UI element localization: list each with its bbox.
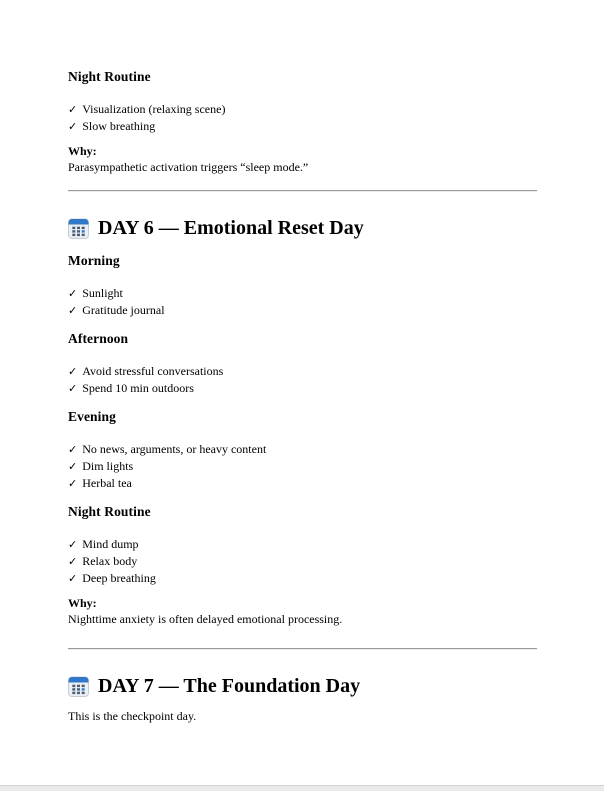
page-bottom-gap	[0, 785, 604, 791]
why-label: Why:	[68, 144, 97, 158]
checklist-item-label: Relax body	[82, 554, 138, 568]
checklist-item	[68, 380, 537, 397]
checklist-item	[68, 101, 537, 118]
checklist-item-label: Avoid stressful conversations	[82, 364, 224, 378]
check-icon: ✓	[68, 555, 78, 568]
checklist-item-label: Dim lights	[82, 459, 134, 473]
why-label: Why:	[68, 596, 97, 610]
checklist-item	[68, 363, 537, 380]
section-heading-afternoon: Afternoon	[68, 331, 129, 346]
day6-heading	[68, 216, 537, 240]
checklist-item	[68, 441, 537, 458]
calendar-icon	[68, 218, 89, 239]
checkpoint-paragraph: This is the checkpoint day.	[68, 709, 197, 723]
check-icon: ✓	[68, 460, 78, 473]
calendar-icon	[68, 676, 89, 697]
checklist-item	[68, 458, 537, 475]
checklist	[68, 101, 537, 135]
check-icon: ✓	[68, 572, 78, 585]
checklist-item	[68, 553, 537, 570]
why-text: Nighttime anxiety is often delayed emotional processing.	[68, 612, 343, 626]
day7-heading	[68, 674, 537, 698]
checklist	[68, 441, 537, 492]
check-icon: ✓	[68, 382, 78, 395]
checklist-item-label: No news, arguments, or heavy content	[82, 442, 267, 456]
section-heading-night-routine: Night Routine	[68, 69, 151, 84]
checklist-item	[68, 302, 537, 319]
checklist-item	[68, 570, 537, 587]
checklist-item-label: Deep breathing	[82, 571, 156, 585]
checklist-item-label: Spend 10 min outdoors	[82, 381, 194, 395]
checklist-item-label: Sunlight	[82, 286, 123, 300]
section-heading-evening: Evening	[68, 409, 116, 424]
section-divider	[68, 190, 537, 192]
checklist	[68, 285, 537, 319]
check-icon: ✓	[68, 103, 78, 116]
checklist-item-label: Slow breathing	[82, 119, 156, 133]
section-divider	[68, 648, 537, 650]
section-heading-night-routine-day6: Night Routine	[68, 504, 151, 519]
section-heading-morning: Morning	[68, 253, 120, 268]
checklist-item	[68, 285, 537, 302]
check-icon: ✓	[68, 287, 78, 300]
checklist-item	[68, 475, 537, 492]
check-icon: ✓	[68, 538, 78, 551]
checklist-item-label: Herbal tea	[82, 476, 132, 490]
check-icon: ✓	[68, 120, 78, 133]
check-icon: ✓	[68, 365, 78, 378]
why-paragraph	[68, 143, 537, 175]
checklist	[68, 363, 537, 397]
check-icon: ✓	[68, 304, 78, 317]
check-icon: ✓	[68, 477, 78, 490]
checklist	[68, 536, 537, 587]
checklist-item	[68, 118, 537, 135]
why-paragraph	[68, 595, 537, 627]
checklist-item-label: Visualization (relaxing scene)	[82, 102, 226, 116]
day6-title: DAY 6 — Emotional Reset Day	[98, 217, 364, 239]
checklist-item	[68, 536, 537, 553]
checklist-item-label: Gratitude journal	[82, 303, 165, 317]
checklist-item-label: Mind dump	[82, 537, 139, 551]
why-text: Parasympathetic activation triggers “sleep mode.”	[68, 160, 309, 174]
day7-title: DAY 7 — The Foundation Day	[98, 675, 361, 697]
check-icon: ✓	[68, 443, 78, 456]
